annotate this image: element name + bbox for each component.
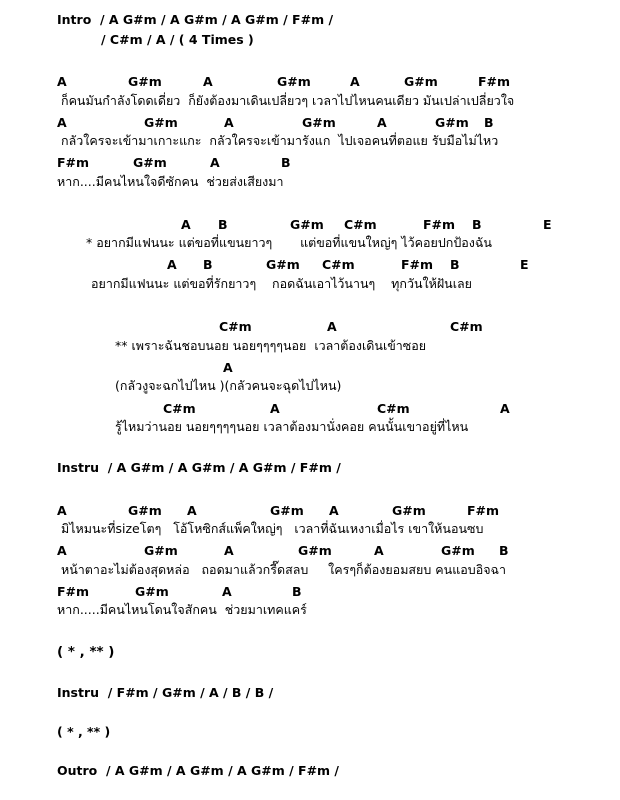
instrumental-line-2: Instru / F#m / G#m / A / B / B / — [57, 685, 274, 700]
chord: G#m — [298, 543, 332, 558]
lyric-line: หน้าตาอะไม่ต้องสุดหล่อ ถอดมาแล้วกรี๊ดสลบ ใครๆก็ต้องยอมสยบ คนแอบอิจฉา — [61, 562, 507, 577]
chord: F#m — [478, 74, 511, 89]
instrumental-line-1: Instru / A G#m / A G#m / A G#m / F#m / — [57, 460, 341, 475]
chord: G#m — [441, 543, 475, 558]
chord: G#m — [277, 74, 311, 89]
chord: E — [520, 257, 529, 272]
repeat-marker-1: ( * , ** ) — [57, 644, 115, 660]
chord: F#m — [57, 584, 90, 599]
chord: A — [329, 503, 339, 518]
chord: A — [327, 319, 337, 334]
chord: F#m — [57, 155, 90, 170]
chord: G#m — [290, 217, 324, 232]
chord: C#m — [322, 257, 355, 272]
chord: G#m — [392, 503, 426, 518]
chord: A — [377, 115, 387, 130]
chord: A — [223, 360, 233, 375]
chord: G#m — [128, 74, 162, 89]
chord: F#m — [467, 503, 500, 518]
chord: E — [543, 217, 552, 232]
chord: A — [57, 74, 67, 89]
lyric-line: * อยากมีแฟนนะ แต่ขอที่แขนยาวๆ แต่ขอที่แขนใหญ่ๆ ไว้คอยปกป้องฉัน — [86, 235, 492, 250]
chord: A — [270, 401, 280, 416]
chord: G#m — [128, 503, 162, 518]
chord: A — [224, 115, 234, 130]
chord: A — [500, 401, 510, 416]
repeat-marker-2: ( * , ** ) — [57, 724, 111, 739]
chord: G#m — [302, 115, 336, 130]
chord: C#m — [344, 217, 377, 232]
chord: A — [167, 257, 177, 272]
chord: B — [484, 115, 494, 130]
lyric-line: มิไหมนะที่sizeโตๆ โอ้โหซิกส์แพ็คใหญ่ๆ เวลาที่ฉันเหงาเมื่อไร เขาให้นอนซบ — [61, 521, 484, 536]
chord: A — [350, 74, 360, 89]
chord: A — [222, 584, 232, 599]
chord: C#m — [219, 319, 252, 334]
chord: A — [203, 74, 213, 89]
chord: B — [450, 257, 460, 272]
chord: F#m — [401, 257, 434, 272]
lyric-line: (กลัวงูจะฉกไปไหน )(กลัวคนจะฉุดไปไหน) — [115, 378, 342, 393]
chord: A — [181, 217, 191, 232]
chord: A — [210, 155, 220, 170]
chord: G#m — [266, 257, 300, 272]
chord: A — [57, 115, 67, 130]
chord: B — [292, 584, 302, 599]
lyric-line: ก็คนมันกำลังโดดเดี่ยว ก็ยังต้องมาเดินเปลี่ยวๆ เวลาไปไหนคนเดียว มันเปล่าเปลี่ยวใจ — [61, 93, 515, 108]
chord: G#m — [144, 543, 178, 558]
chord: G#m — [133, 155, 167, 170]
chord: B — [218, 217, 228, 232]
chord: A — [57, 503, 67, 518]
chord: B — [499, 543, 509, 558]
lyric-line: อยากมีแฟนนะ แต่ขอที่รักยาวๆ กอดฉันเอาไว้นานๆ ทุกวันให้ฝันเลย — [91, 276, 472, 291]
chord: B — [203, 257, 213, 272]
chord: A — [187, 503, 197, 518]
intro-line-2: / C#m / A / ( 4 Times ) — [101, 32, 254, 47]
chord: G#m — [404, 74, 438, 89]
intro-line-1: Intro / A G#m / A G#m / A G#m / F#m / — [57, 12, 334, 27]
lyric-line: รู้ไหมว่านอย นอยๆๆๆๆนอย เวลาต้องมานั่งคอย คนนั้นเขาอยู่ที่ไหน — [115, 419, 469, 434]
lyric-line: หาก....มีคนไหนใจดีซักคน ช่วยส่งเสียงมา — [57, 174, 284, 189]
lyric-line: หาก.....มีคนไหนโดนใจสักคน ช่วยมาเทคแคร์ — [57, 602, 307, 617]
chord: A — [57, 543, 67, 558]
chord: C#m — [377, 401, 410, 416]
outro-line: Outro / A G#m / A G#m / A G#m / F#m / — [57, 763, 339, 778]
chord: G#m — [270, 503, 304, 518]
lyric-line: กลัวใครจะเข้ามาเกาะแกะ กลัวใครจะเข้ามารังแก ไปเจอคนที่ตอแย รับมือไม่ไหว — [61, 133, 499, 148]
chord: G#m — [144, 115, 178, 130]
chord: C#m — [450, 319, 483, 334]
chord: C#m — [163, 401, 196, 416]
chord: A — [374, 543, 384, 558]
lyric-line: ** เพราะฉันชอบนอย นอยๆๆๆๆนอย เวลาต้องเดินเข้าซอย — [115, 338, 427, 353]
chord: F#m — [423, 217, 456, 232]
chord: G#m — [435, 115, 469, 130]
chord: B — [472, 217, 482, 232]
chord: G#m — [135, 584, 169, 599]
chord: A — [224, 543, 234, 558]
chord: B — [281, 155, 291, 170]
